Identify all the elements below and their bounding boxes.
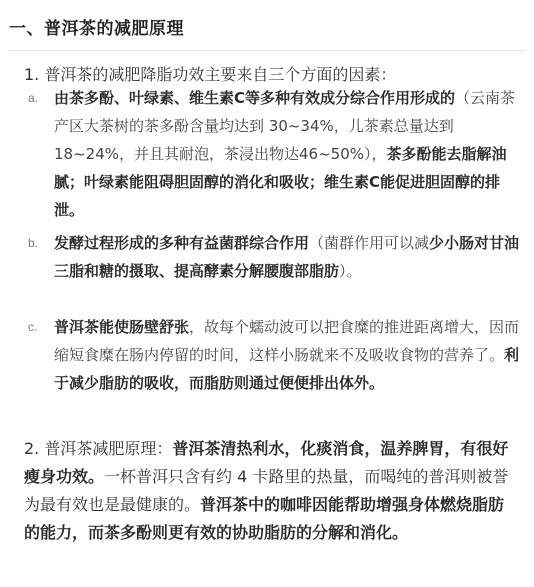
list-item-a — [28, 84, 524, 224]
item-b-text-2: ）。 — [339, 262, 362, 280]
section1-heading: 1. 普洱茶的减肥降脂功效主要来自三个方面的因素： — [24, 65, 397, 84]
list-item-b — [28, 229, 524, 285]
item-c-bold-1: 普洱茶能使肠壁舒张 — [54, 318, 190, 336]
section2-bold-1: 普洱茶清热利水，化痰消食，温养脾胃，有很好瘦身功效。 — [24, 439, 509, 486]
section-title: 一、普洱茶的减肥原理 — [9, 19, 184, 39]
list-marker-a: a. — [28, 91, 39, 105]
list-item-b-text — [54, 229, 524, 285]
item-b-text-1: （菌群作用可以减 — [309, 234, 430, 252]
list-item-a-text — [54, 84, 524, 224]
item-c-bold-2: 利于减少脂肪的吸收，而脂肪则通过便便排出体外。 — [54, 346, 520, 392]
list-item-c-text — [54, 313, 524, 397]
list-marker-b: b. — [28, 236, 39, 250]
section2-lead: 2. 普洱茶减肥原理： — [24, 439, 173, 458]
item-c-text-1: ，故每个蠕动波可以把食糜的推进距离增大，因而缩短食糜在肠内停留的时间，这样小肠就来不及吸收食物的营养了。 — [54, 318, 520, 364]
item-b-bold-2: 少小肠对甘油三脂和糖的摄取、提高酵素分解腰腹部脂肪 — [54, 234, 520, 280]
item-a-bold-1: 由茶多酚、叶绿素、维生素C等多种有效成分综合作用形成的 — [54, 89, 456, 107]
list-item-c — [28, 313, 524, 397]
item-b-bold-1: 发酵过程形成的多种有益菌群综合作用 — [54, 234, 310, 252]
section2-bold-2: 普洱茶中的咖啡因能帮助增强身体燃烧脂肪的能力，而茶多酚则更有效的协助脂肪的分解和消化。 — [24, 495, 505, 542]
section2-paragraph — [24, 435, 516, 547]
list-marker-c: c. — [28, 320, 38, 334]
item-a-text-1: （云南茶产区大茶树的茶多酚含量均达到 30~34%，儿茶素总量达到 18~24%，并且其耐泡，茶浸出物达46~50%）， — [54, 89, 516, 163]
item-a-bold-2: 茶多酚能去脂解油腻；叶绿素能阻碍胆固醇的消化和吸收；维生素C能促进胆固醇的排泄。 — [54, 145, 507, 219]
title-divider — [9, 50, 525, 51]
section2-text-1: 一杯普洱只含有约 4 卡路里的热量，而喝纯的普洱则被誉为最有效也是最健康的。 — [24, 467, 509, 514]
